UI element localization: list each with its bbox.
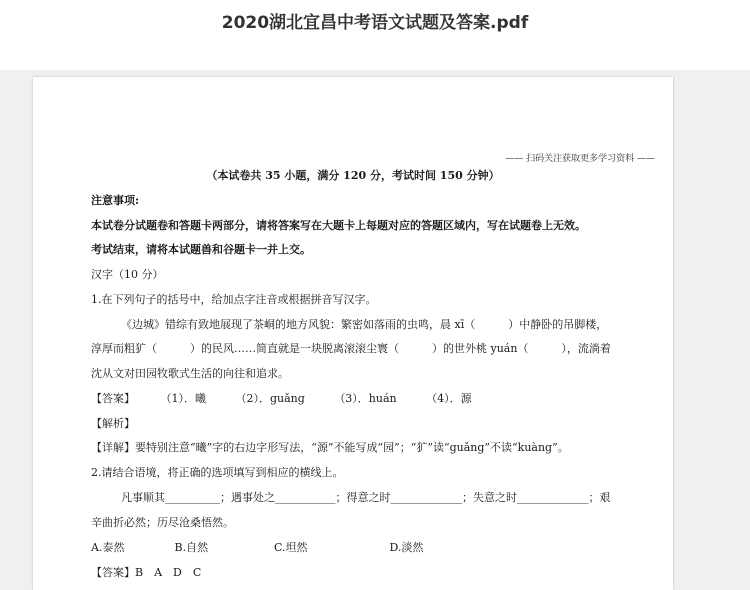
answer-row-1 — [91, 390, 472, 406]
option-a: A.泰然 — [91, 541, 125, 554]
question-2: 2.请结合语境，将正确的选项填写到相应的横线上。 — [91, 466, 344, 479]
header-note: —— 扫码关注获取更多学习资料 —— — [505, 154, 655, 164]
analysis-label: 【解析】 — [91, 417, 135, 430]
question-2-answer: 【答案】B A D C — [91, 566, 202, 579]
notice-heading: 注意事项: — [91, 194, 140, 207]
option-b: B.自然 — [174, 541, 209, 554]
exam-info: （本试卷共 35 小题，满分 120 分，考试时间 150 分钟） — [206, 169, 500, 182]
option-c: C.坦然 — [274, 541, 308, 554]
document-title-bar — [0, 0, 750, 70]
answer-2: （2）．guǎng — [235, 392, 305, 405]
option-d: D.淡然 — [389, 541, 424, 554]
answer-label: 【答案】 — [91, 392, 135, 405]
pdf-page — [33, 77, 673, 590]
question-2-text-2: 辛曲折必然；历尽沧桑悟然。 — [91, 516, 234, 529]
question-2-options — [91, 539, 423, 555]
detail-explanation: 【详解】要特别注意“曦”字的右边字形写法，“源”不能写成“园”；“犷”读“guǎng”不读“kuàng”。 — [91, 441, 569, 454]
notice-1: 本试卷分试题卷和答题卡两部分，请将答案写在大题卡上每题对应的答题区域内，写在试题卷上无效。 — [91, 219, 586, 232]
answer-1: （1）．曦 — [160, 392, 206, 405]
question-1-text-1: 《边城》错综有致地展现了茶峒的地方风貌：繁密如落雨的虫鸣，晨 xī（ ）中静卧的吊脚楼， — [121, 318, 608, 331]
question-1-text-2: 淳厚而粗犷（ ）的民风……简直就是一块脱离滚滚尘寰（ ）的世外桃 yuán（ ），流淌着 — [91, 342, 611, 355]
section-heading: 汉字（10 分） — [91, 268, 164, 281]
notice-2: 考试结束，请将本试题兽和谷题卡一并上交。 — [91, 243, 311, 256]
question-1-text-3: 沈从文对田园牧歌式生活的向往和追求。 — [91, 367, 289, 380]
answer-4: （4）．源 — [426, 392, 472, 405]
question-2-text-1: 凡事顺其__________；遇事处之___________；得意之时_____________；失意之时_____________；艰 — [121, 491, 611, 504]
question-1: 1.在下列句子的括号中，给加点字注音或根据拼音写汉字。 — [91, 293, 377, 306]
answer-3: （3）．huán — [334, 392, 397, 405]
document-title: 2020湖北宜昌中考语文试题及答案.pdf — [221, 13, 529, 33]
